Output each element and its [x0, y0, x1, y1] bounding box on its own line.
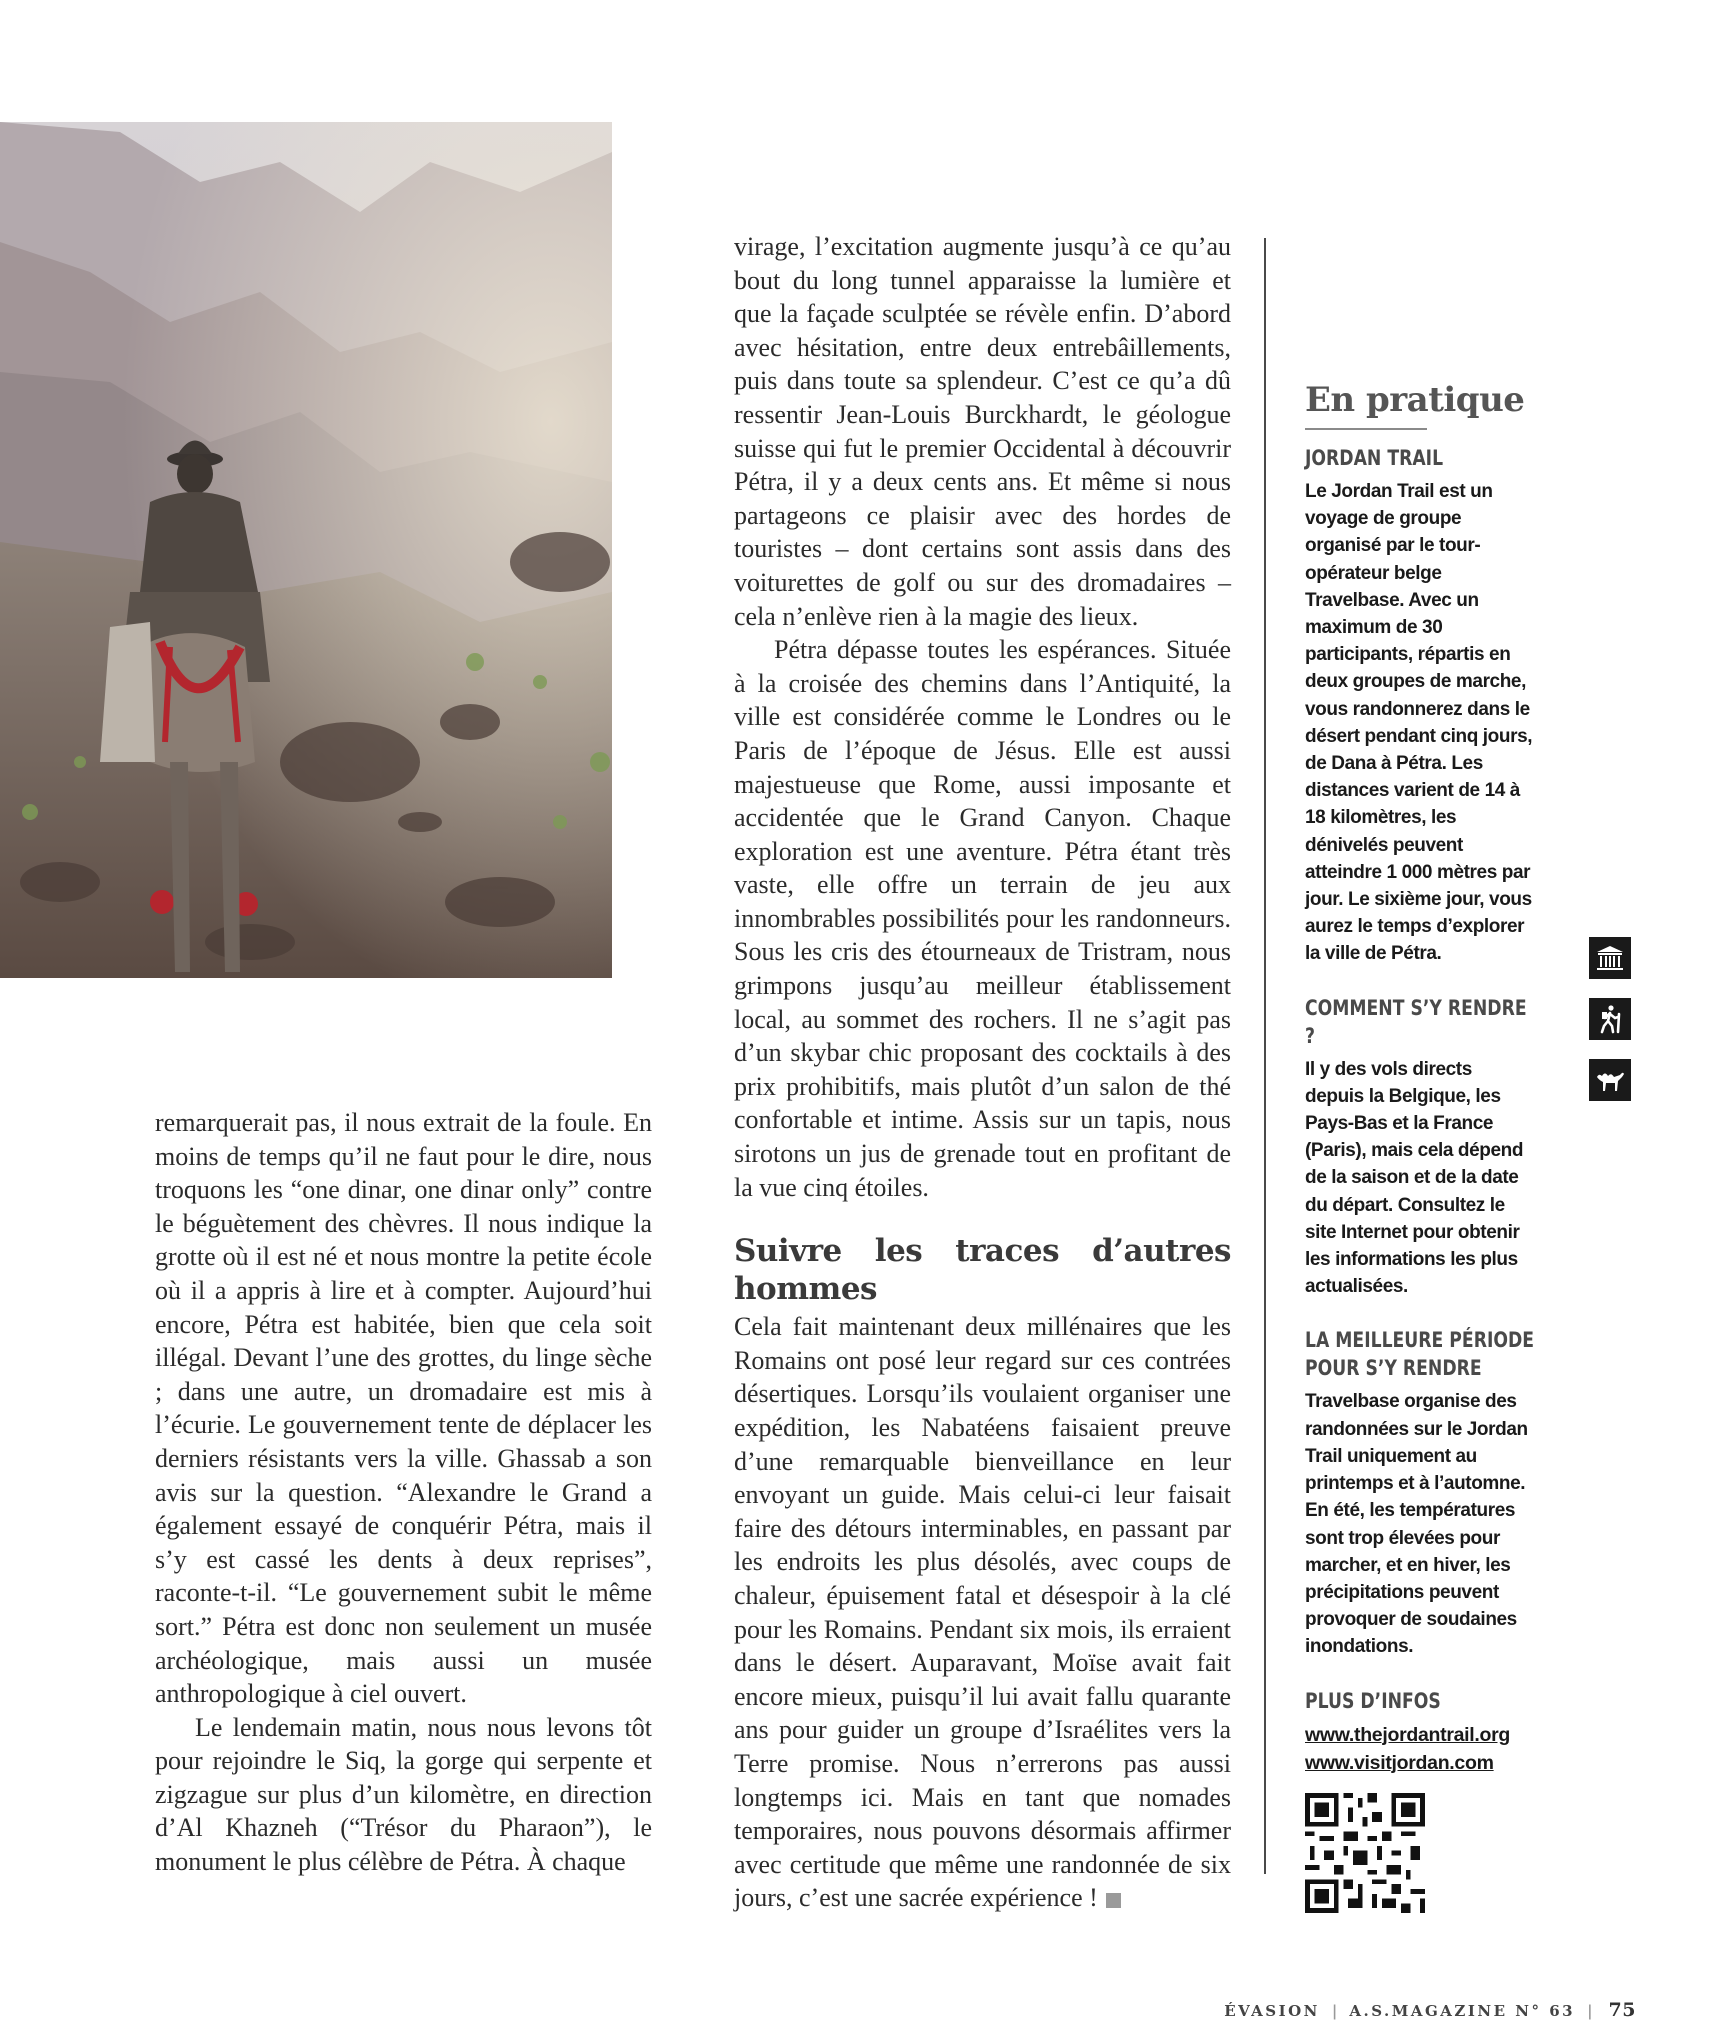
article-column-middle: [734, 230, 1231, 1915]
hero-photo: [0, 122, 612, 978]
link-jordan-trail[interactable]: www.thejordantrail.org: [1305, 1723, 1511, 1746]
sidebar-text: Travelbase organise des randonnées sur le Jordan Trail uniquement au printemps et à l’automne. En été, les températures sont trop élevées pour marcher, et en hiver, les précipitations peuvent provoquer de soudaines inondations.: [1305, 1391, 1528, 1658]
sidebar-heading: JORDAN TRAIL: [1305, 446, 1444, 470]
page-footer: [1200, 1999, 1636, 2021]
article-column-left: [155, 1106, 652, 1879]
sidebar-title: En pratique: [1305, 380, 1525, 420]
paragraph: [734, 1310, 1231, 1915]
footer-section: ÉVASION: [1224, 2002, 1320, 2020]
sidebar-heading: PLUS D’INFOS: [1305, 1688, 1441, 1713]
page-number: 75: [1608, 1999, 1636, 2021]
sidebar-heading: LA MEILLEURE PÉRIODE POUR S’Y RENDRE: [1305, 1328, 1535, 1381]
section-subheading: Suivre les traces d’autres hommes: [734, 1233, 1231, 1308]
title-underline: [1305, 428, 1427, 430]
category-icons: [1589, 937, 1631, 1120]
footer-magazine: A.S.MAGAZINE N° 63: [1349, 2002, 1576, 2020]
sidebar-heading: COMMENT S’Y RENDRE ?: [1305, 995, 1527, 1048]
link-visit-jordan[interactable]: www.visitjordan.com: [1305, 1751, 1494, 1774]
info-sidebar: [1305, 378, 1535, 1918]
paragraph-text: Cela fait maintenant deux millénaires que les Romains ont posé leur regard sur ces contrées désertiques. Lorsqu’ils voulaient organiser une expédition, les Nabatéens faisaient preuve d’une remarquable bienveillance en leur envoyant un guide. Mais celui-ci leur faisait faire des détours interminables, en passant par les endroits les plus désolés, avec coups de chaleur, épuisement fatal et désespoir à la clé pour les Romains. Pendant six mois, ils erraient dans le désert. Auparavant, Moïse avait fait encore mieux, puisqu’il lui avait fallu quarante ans pour guider un groupe d’Israélites vers la Terre promise. Nous n’errerons pas aussi longtemps ici. Mais en tant que nomades temporaires, nous pouvons désormais affirmer avec certitude que même une randonnée de six jours, c’est une sacrée expérience !: [734, 1312, 1231, 1913]
hiker-icon: [1589, 998, 1631, 1040]
sidebar-text: Le Jordan Trail est un voyage de groupe organisé par le tour-opérateur belge Travelbase. Avec un maximum de 30 participants, répartis en deux groupes de marche, vous randonnerez dans le désert pendant cinq jours, de Dana à Pétra. Les distances varient de 14 à 18 kilomètres, les dénivelés peuvent atteindre 1 000 mètres par jour. Le sixième jour, vous aurez le temps d’explorer la ville de Pétra.: [1305, 481, 1533, 965]
footer-separator: |: [1587, 2002, 1593, 2020]
landscape-illustration: [0, 122, 612, 978]
paragraph: remarquerait pas, il nous extrait de la foule. En moins de temps qu’il ne faut pour le dire, nous troquons les “one dinar, one dinar only” contre le béguètement des chèvres. Il nous indique la grotte où il est né et nous montre la petite école où il a appris à lire et à compter. Aujourd’hui encore, Pétra est habitée, bien que cela soit illégal. Devant l’une des grottes, du linge sèche ; dans une autre, un dromadaire est mis à l’écurie. Le gouvernement tente de déplacer les derniers résistants vers la ville. Ghassab a son avis sur la question. “Alexandre le Grand a également essayé de conquérir Pétra, mais il s’y est cassé les dents à deux reprises”, raconte-t-il. “Le gouvernement subit le même sort.” Pétra est donc non seulement un musée archéologique, mais aussi un musée anthropologique à ciel ouvert.: [155, 1108, 652, 1709]
paragraph: Pétra dépasse toutes les espérances. Située à la croisée des chemins dans l’Antiquité, la ville est considérée comme le Londres ou le Paris de l’époque de Jésus. Elle est aussi majestueuse que Rome, aussi imposante et accidentée que le Grand Canyon. Chaque exploration est une aventure. Pétra étant très vaste, elle offre un terrain de jeu aux innombrables possibilités pour les randonneurs. Sous les cris des étourneaux de Tristram, nous grimpons jusqu’au meilleur établissement local, au sommet des rochers. Il ne s’agit pas d’un skybar chic proposant des cocktails à des prix prohibitifs, mais plutôt d’un salon de thé confortable et intime. Assis sur un tapis, nous sirotons un jus de grenade tout en profitant de la vue cinq étoiles.: [734, 635, 1231, 1202]
qr-code-icon[interactable]: [1305, 1793, 1425, 1913]
footer-separator: |: [1331, 2002, 1338, 2020]
paragraph: virage, l’excitation augmente jusqu’à ce qu’au bout du long tunnel apparaisse la lumière et que la façade sculptée se révèle enfin. D’abord avec hésitation, entre deux entrebâillements, puis dans toute sa splendeur. C’est ce qu’a dû ressentir Jean-Louis Burckhardt, le géologue suisse qui fut le premier Occidental à découvrir Pétra, il y a deux cents ans. Et même si nous partageons ce plaisir avec des hordes de touristes – dont certains sont assis dans des voiturettes de golf ou sur des dromadaires – cela n’enlève rien à la magie des lieux.: [734, 232, 1231, 631]
end-mark-icon: [1106, 1893, 1121, 1908]
paragraph: Le lendemain matin, nous nous levons tôt pour rejoindre le Siq, la gorge qui serpente et zigzague sur plus d’un kilomètre, en direction d’Al Khazneh (“Trésor du Pharaon”), le monument le plus célèbre de Pétra. À chaque: [155, 1712, 652, 1877]
sidebar-text: Il y des vols directs depuis la Belgique, les Pays-Bas et la France (Paris), mais cela dépend de la saison et de la date du départ. Consultez le site Internet pour obtenir les informations les plus actualisées.: [1305, 1058, 1524, 1298]
temple-icon: [1589, 937, 1631, 979]
column-divider: [1264, 238, 1266, 1874]
camel-icon: [1589, 1059, 1631, 1101]
